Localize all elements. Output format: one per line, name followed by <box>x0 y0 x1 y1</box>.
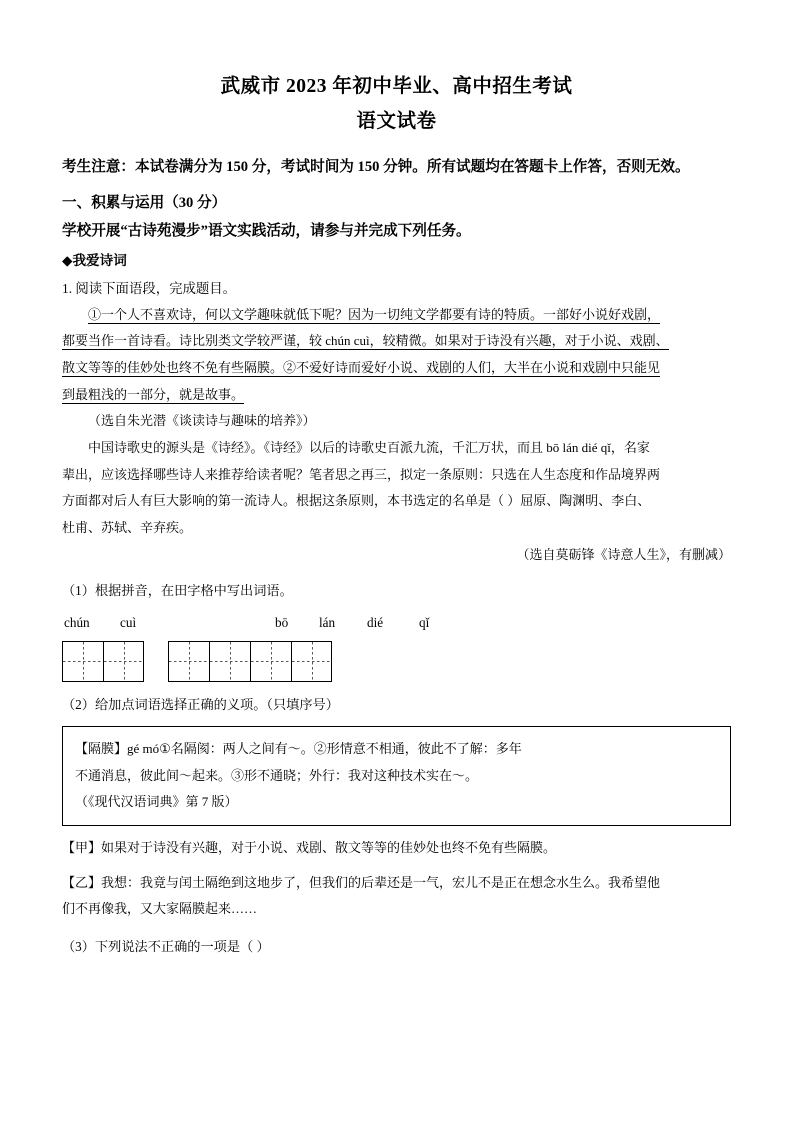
passage-2-line-1: 中国诗歌史的源头是《诗经》。《诗经》以后的诗歌史百派九流，千汇万状，而且 bō lán dié qǐ，名家 <box>88 440 650 456</box>
task-intro: 学校开展“古诗苑漫步”语文实践活动，请参与并完成下列任务。 <box>62 223 471 240</box>
passage-1-underlined-a: ①一个人不喜欢诗，何以文学趣味就低下呢？因为一切纯文学都要有诗的特质。一部好小说好戏剧， <box>88 306 661 322</box>
passage-2-line-3: 方面都对后人有巨大影响的第一流诗人。根据这条原则，本书选定的名单是（ ）屈原、陶渊明、李白、 <box>62 493 651 509</box>
material-yi-line-1: 【乙】我想：我竟与闰土隔绝到这地步了，但我们的后辈还是一气，宏儿不是正在想念水生么。我希望他 <box>62 874 661 890</box>
material-jia <box>62 835 731 861</box>
material-yi-line-2: 们不再像我，又大家隔膜起来…… <box>62 900 258 916</box>
material-yi <box>62 870 731 922</box>
passage-1-source: （选自朱光潜《谈读诗与趣味的培养》） <box>88 413 316 429</box>
page-title-line2: 语文试卷 <box>356 111 437 133</box>
question-1-prompt: 1. 阅读下面语段，完成题目。 <box>62 280 237 296</box>
passage-2-line-4: 杜甫、苏轼、辛弃疾。 <box>62 519 193 535</box>
passage-1-line-1 <box>62 302 731 329</box>
tianzige-cell[interactable] <box>209 641 250 682</box>
dictionary-entry-box <box>62 726 731 826</box>
passage-2-source: （选自莫砺锋《诗意人生》，有删减） <box>516 546 731 562</box>
tianzige-cell[interactable] <box>103 641 144 682</box>
tianzige-grid-word-2[interactable] <box>168 641 332 682</box>
page-title-line1: 武威市 2023 年初中毕业、高中招生考试 <box>220 76 573 97</box>
pinyin-qi: qǐ <box>419 614 430 630</box>
tianzige-cell[interactable] <box>168 641 209 682</box>
passage-1-line-4 <box>62 382 731 409</box>
pinyin-chun: chún <box>64 614 90 630</box>
pinyin-bo: bō <box>275 614 289 630</box>
pinyin-cui: cuì <box>120 614 137 630</box>
tianzige-cell[interactable] <box>250 641 291 682</box>
dictionary-source: （《现代汉语词典》第 7 版） <box>75 794 238 810</box>
material-yi-label: 【乙】 <box>62 874 102 890</box>
pinyin-die: dié <box>367 614 384 630</box>
passage-1-underlined-c: 散文等等的佳妙处也终不免有些隔膜。②不爱好诗而爱好小说、戏剧的人们，大半在小说和戏剧中只能见 <box>62 360 661 376</box>
sub-question-3: （3）下列说法不正确的一项是（ ） <box>62 938 270 954</box>
material-jia-label: 【甲】 <box>62 839 102 855</box>
passage-1-underlined-d: 到最粗浅的一部分，就是故事。 <box>62 386 245 402</box>
passage-1-line-2 <box>62 328 731 355</box>
pinyin-lan: lán <box>319 614 336 630</box>
pinyin-labels-row <box>62 615 731 635</box>
section-heading-one: 一、积累与运用（30 分） <box>62 194 227 211</box>
tianzige-grid-word-1[interactable] <box>62 641 144 682</box>
passage-1-line-3 <box>62 355 731 382</box>
tianzige-grids <box>62 641 731 682</box>
tianzige-cell[interactable] <box>62 641 103 682</box>
passage-2-line-2: 辈出，应该选择哪些诗人来推荐给读者呢？笔者思之再三，拟定一条原则：只选在人生态度和作品境界两 <box>62 466 661 482</box>
passage-1-underlined-b: 都要当作一首诗看。诗比别类文学较严谨，较 chún cuì，较精微。如果对于诗没有兴趣，对于小说、戏剧、 <box>62 333 669 349</box>
tianzige-cell[interactable] <box>291 641 332 682</box>
dictionary-entry-line-1: 【隔膜】gé mó①名隔阂：两人之间有～。②形情意不相通，彼此不了解：多年 <box>75 741 522 757</box>
subsection-heading-poetry: ◆我爱诗词 <box>62 252 127 268</box>
sub-question-2: （2）给加点词语选择正确的义项。（只填序号） <box>62 696 339 712</box>
sub-question-1: （1）根据拼音，在田字格中写出词语。 <box>62 583 293 599</box>
material-jia-text: 如果对于诗没有兴趣，对于小说、戏剧、散文等等的佳妙处也终不免有些隔膜。 <box>101 839 557 855</box>
candidate-notice: 考生注意：本试卷满分为 150 分，考试时间为 150 分钟。所有试题均在答题卡上作答，否则无效。 <box>62 158 690 175</box>
dictionary-entry-line-2: 不通消息，彼此间～起来。③形不通晓；外行：我对这种技术实在～。 <box>75 767 479 783</box>
